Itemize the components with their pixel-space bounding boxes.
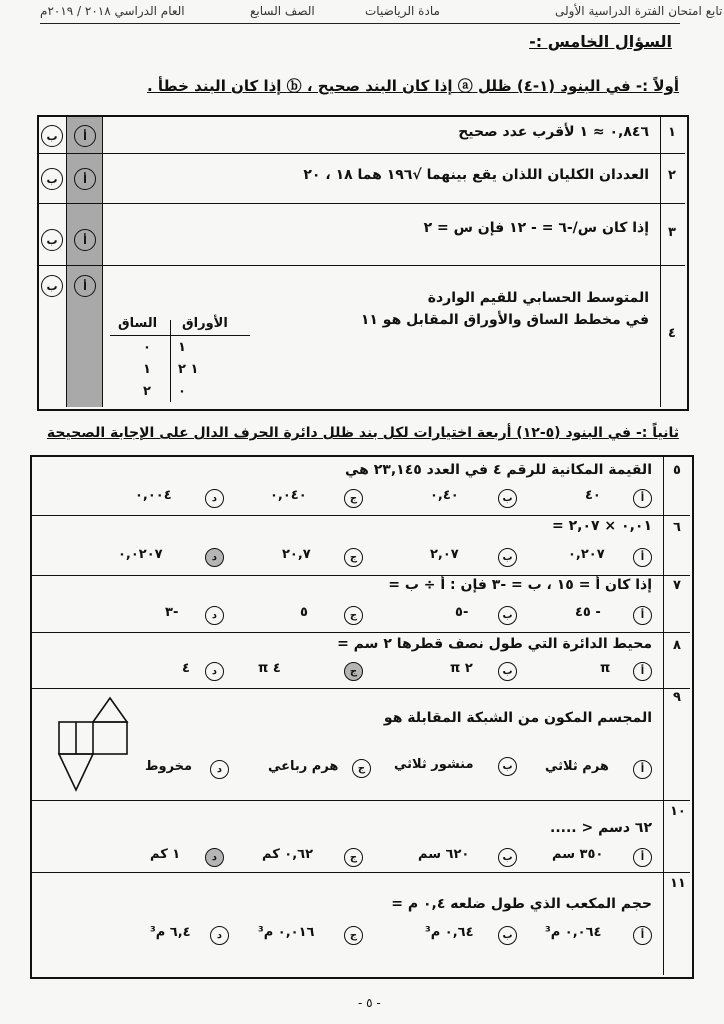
option-a-bubble[interactable]: ﺃ <box>633 548 652 567</box>
item-text: المجسم المكون من الشبكة المقابلة هو <box>383 710 652 726</box>
leaves-value: ١ ٢ <box>178 362 199 377</box>
stem-value: ٢ <box>143 384 151 399</box>
option-a-value: - ٤٥ <box>575 605 601 620</box>
item-number: ٦ <box>673 520 681 535</box>
item-text: إذا كان ﺃ = ١٥ ، ب = -٣ فإن : ﺃ ÷ ب = <box>388 577 652 593</box>
option-a-bubble[interactable]: ﺃ <box>633 926 652 945</box>
option-b-bubble[interactable]: ب <box>41 125 63 147</box>
option-d-bubble[interactable]: د <box>210 760 229 779</box>
option-d-value: -٣ <box>165 605 179 620</box>
item-text-line2: في مخطط الساق والأوراق المقابل هو ١١ <box>360 312 649 328</box>
item-text: ٦٢ دسم < ..... <box>550 820 652 836</box>
item-number: ٩ <box>673 690 681 705</box>
item-number: ٣ <box>668 225 676 240</box>
option-d-value: ١ كم <box>150 847 181 862</box>
header-year: العام الدراسي ٢٠١٨ / ٢٠١٩م <box>40 4 185 18</box>
option-a-bubble[interactable]: ﺃ <box>633 848 652 867</box>
option-b-bubble[interactable]: ب <box>498 548 517 567</box>
item-text: القيمة المكانية للرقم ٤ في العدد ٢٣,١٤٥ هي <box>344 462 652 478</box>
option-c-bubble[interactable]: ج <box>344 848 363 867</box>
option-b-bubble[interactable]: ب <box>41 275 63 297</box>
option-b-bubble[interactable]: ب <box>498 757 517 776</box>
option-a-bubble[interactable]: ﺃ <box>633 760 652 779</box>
option-b-bubble[interactable]: ب <box>498 848 517 867</box>
option-a-value: ٤٠ <box>585 488 601 503</box>
option-a-bubble[interactable]: ﺃ <box>74 229 96 251</box>
item-number: ١٠ <box>670 804 686 819</box>
option-a-bubble[interactable]: ﺃ <box>74 125 96 147</box>
option-b-value: ٠,٤٠ <box>430 488 459 503</box>
option-b-bubble[interactable]: ب <box>498 926 517 945</box>
option-d-bubble[interactable]: د <box>205 606 224 625</box>
option-a-value: π <box>600 661 611 676</box>
option-c-value: ٠,٠٤٠ <box>270 488 307 503</box>
option-a-value: ٣٥٠ سم <box>552 847 604 862</box>
leaves-header: الأوراق <box>182 316 228 331</box>
stem-value: ٠ <box>143 340 151 355</box>
option-d-bubble[interactable]: د <box>210 926 229 945</box>
option-c-value: ٤ π <box>258 661 281 676</box>
header-subject: مادة الرياضيات <box>365 4 440 18</box>
option-b-bubble[interactable]: ب <box>498 606 517 625</box>
option-c-value: هرم رباعي <box>268 759 339 774</box>
header-school: تابع امتحان الفترة الدراسية الأولى <box>555 4 723 18</box>
option-b-value: ٦٢٠ سم <box>418 847 470 862</box>
leaves-value: ١ <box>178 340 186 355</box>
item-text: محيط الدائرة التي طول نصف قطرها ٢ سم = <box>337 636 652 652</box>
option-a-value: هرم ثلاثي <box>545 759 609 774</box>
option-b-bubble[interactable]: ب <box>41 168 63 190</box>
option-a-bubble[interactable]: ﺃ <box>633 662 652 681</box>
option-d-bubble[interactable]: د <box>205 489 224 508</box>
option-a-bubble[interactable]: ﺃ <box>633 606 652 625</box>
item-text: ٠,٠١ × ٢,٠٧ = <box>552 518 652 534</box>
option-a-value: ٠,٠٦٤ م³ <box>545 925 602 940</box>
option-d-value: ٠,٠٠٤ <box>135 488 172 503</box>
item-text: إذا كان س/-٦ = - ١٢ فإن س = ٢ <box>423 220 649 236</box>
leaves-value: ٠ <box>178 384 186 399</box>
option-b-value: ٠,٦٤ م³ <box>425 925 474 940</box>
option-b-value: ٢ π <box>450 661 473 676</box>
item-number: ١١ <box>670 876 686 891</box>
question-title: السؤال الخامس :- <box>529 32 672 51</box>
item-text: العددان الكليان اللذان يقع بينهما √١٩٦ هما ١٨ ، ٢٠ <box>303 167 649 183</box>
option-c-bubble[interactable]: ج <box>344 662 363 681</box>
option-c-bubble[interactable]: ج <box>352 759 371 778</box>
option-d-value: ٤ <box>182 661 190 676</box>
option-c-bubble[interactable]: ج <box>344 548 363 567</box>
option-c-value: ٥ <box>300 605 308 620</box>
item-number: ٥ <box>673 463 681 478</box>
option-b-value: ٥- <box>455 605 469 620</box>
option-b-bubble[interactable]: ب <box>498 662 517 681</box>
option-c-value: ٠,٦٢ كم <box>262 847 314 862</box>
stem-value: ١ <box>143 362 151 377</box>
option-d-bubble[interactable]: د <box>205 662 224 681</box>
header-grade: الصف السابع <box>250 4 315 18</box>
option-a-bubble[interactable]: ﺃ <box>74 275 96 297</box>
option-c-value: ٢٠,٧ <box>282 547 311 562</box>
option-d-bubble[interactable]: د <box>205 548 224 567</box>
item-number: ٨ <box>673 638 681 653</box>
option-c-bubble[interactable]: ج <box>344 489 363 508</box>
part1-table <box>37 115 689 411</box>
item-number: ٤ <box>668 326 676 341</box>
header-rule <box>40 23 680 24</box>
part1-instruction: أولاً :- في البنود (١-٤) ظلل ⓐ إذا كان البند صحيح ، ⓑ إذا كان البند خطأ . <box>146 77 679 95</box>
item-number: ٢ <box>668 168 676 183</box>
part2-instruction: ثانياً :- في البنود (٥-١٢) أربعة اختيارات لكل بند ظلل دائرة الحرف الدال على الإجابة الصحيحة <box>46 425 679 441</box>
item-text-line1: المتوسط الحسابي للقيم الواردة <box>427 290 649 306</box>
option-d-value: مخروط <box>145 759 193 774</box>
option-b-bubble[interactable]: ب <box>498 489 517 508</box>
option-b-bubble[interactable]: ب <box>41 229 63 251</box>
item-number: ١ <box>668 125 676 140</box>
option-d-bubble[interactable]: د <box>205 848 224 867</box>
item-number: ٧ <box>673 578 681 593</box>
option-d-value: ٠,٠٢٠٧ <box>118 547 163 562</box>
option-a-bubble[interactable]: ﺃ <box>74 168 96 190</box>
item-text: ٠,٨٤٦ ≈ ١ لأقرب عدد صحيح <box>458 124 649 140</box>
option-c-bubble[interactable]: ج <box>344 926 363 945</box>
stem-header: الساق <box>118 316 158 331</box>
option-a-value: ٠,٢٠٧ <box>568 547 605 562</box>
option-b-value: ٢,٠٧ <box>430 547 459 562</box>
option-a-bubble[interactable]: ﺃ <box>633 489 652 508</box>
item-text: حجم المكعب الذي طول ضلعه ٠,٤ م = <box>391 896 652 912</box>
shaded-column <box>66 117 102 407</box>
option-c-bubble[interactable]: ج <box>344 606 363 625</box>
page-number: - ٥ - <box>358 996 381 1010</box>
option-d-value: ٦,٤ م³ <box>150 925 191 940</box>
option-b-value: منشور ثلاثي <box>394 757 474 772</box>
option-c-value: ٠,٠١٦ م³ <box>258 925 315 940</box>
triangular-prism-net-diagram <box>48 694 148 798</box>
